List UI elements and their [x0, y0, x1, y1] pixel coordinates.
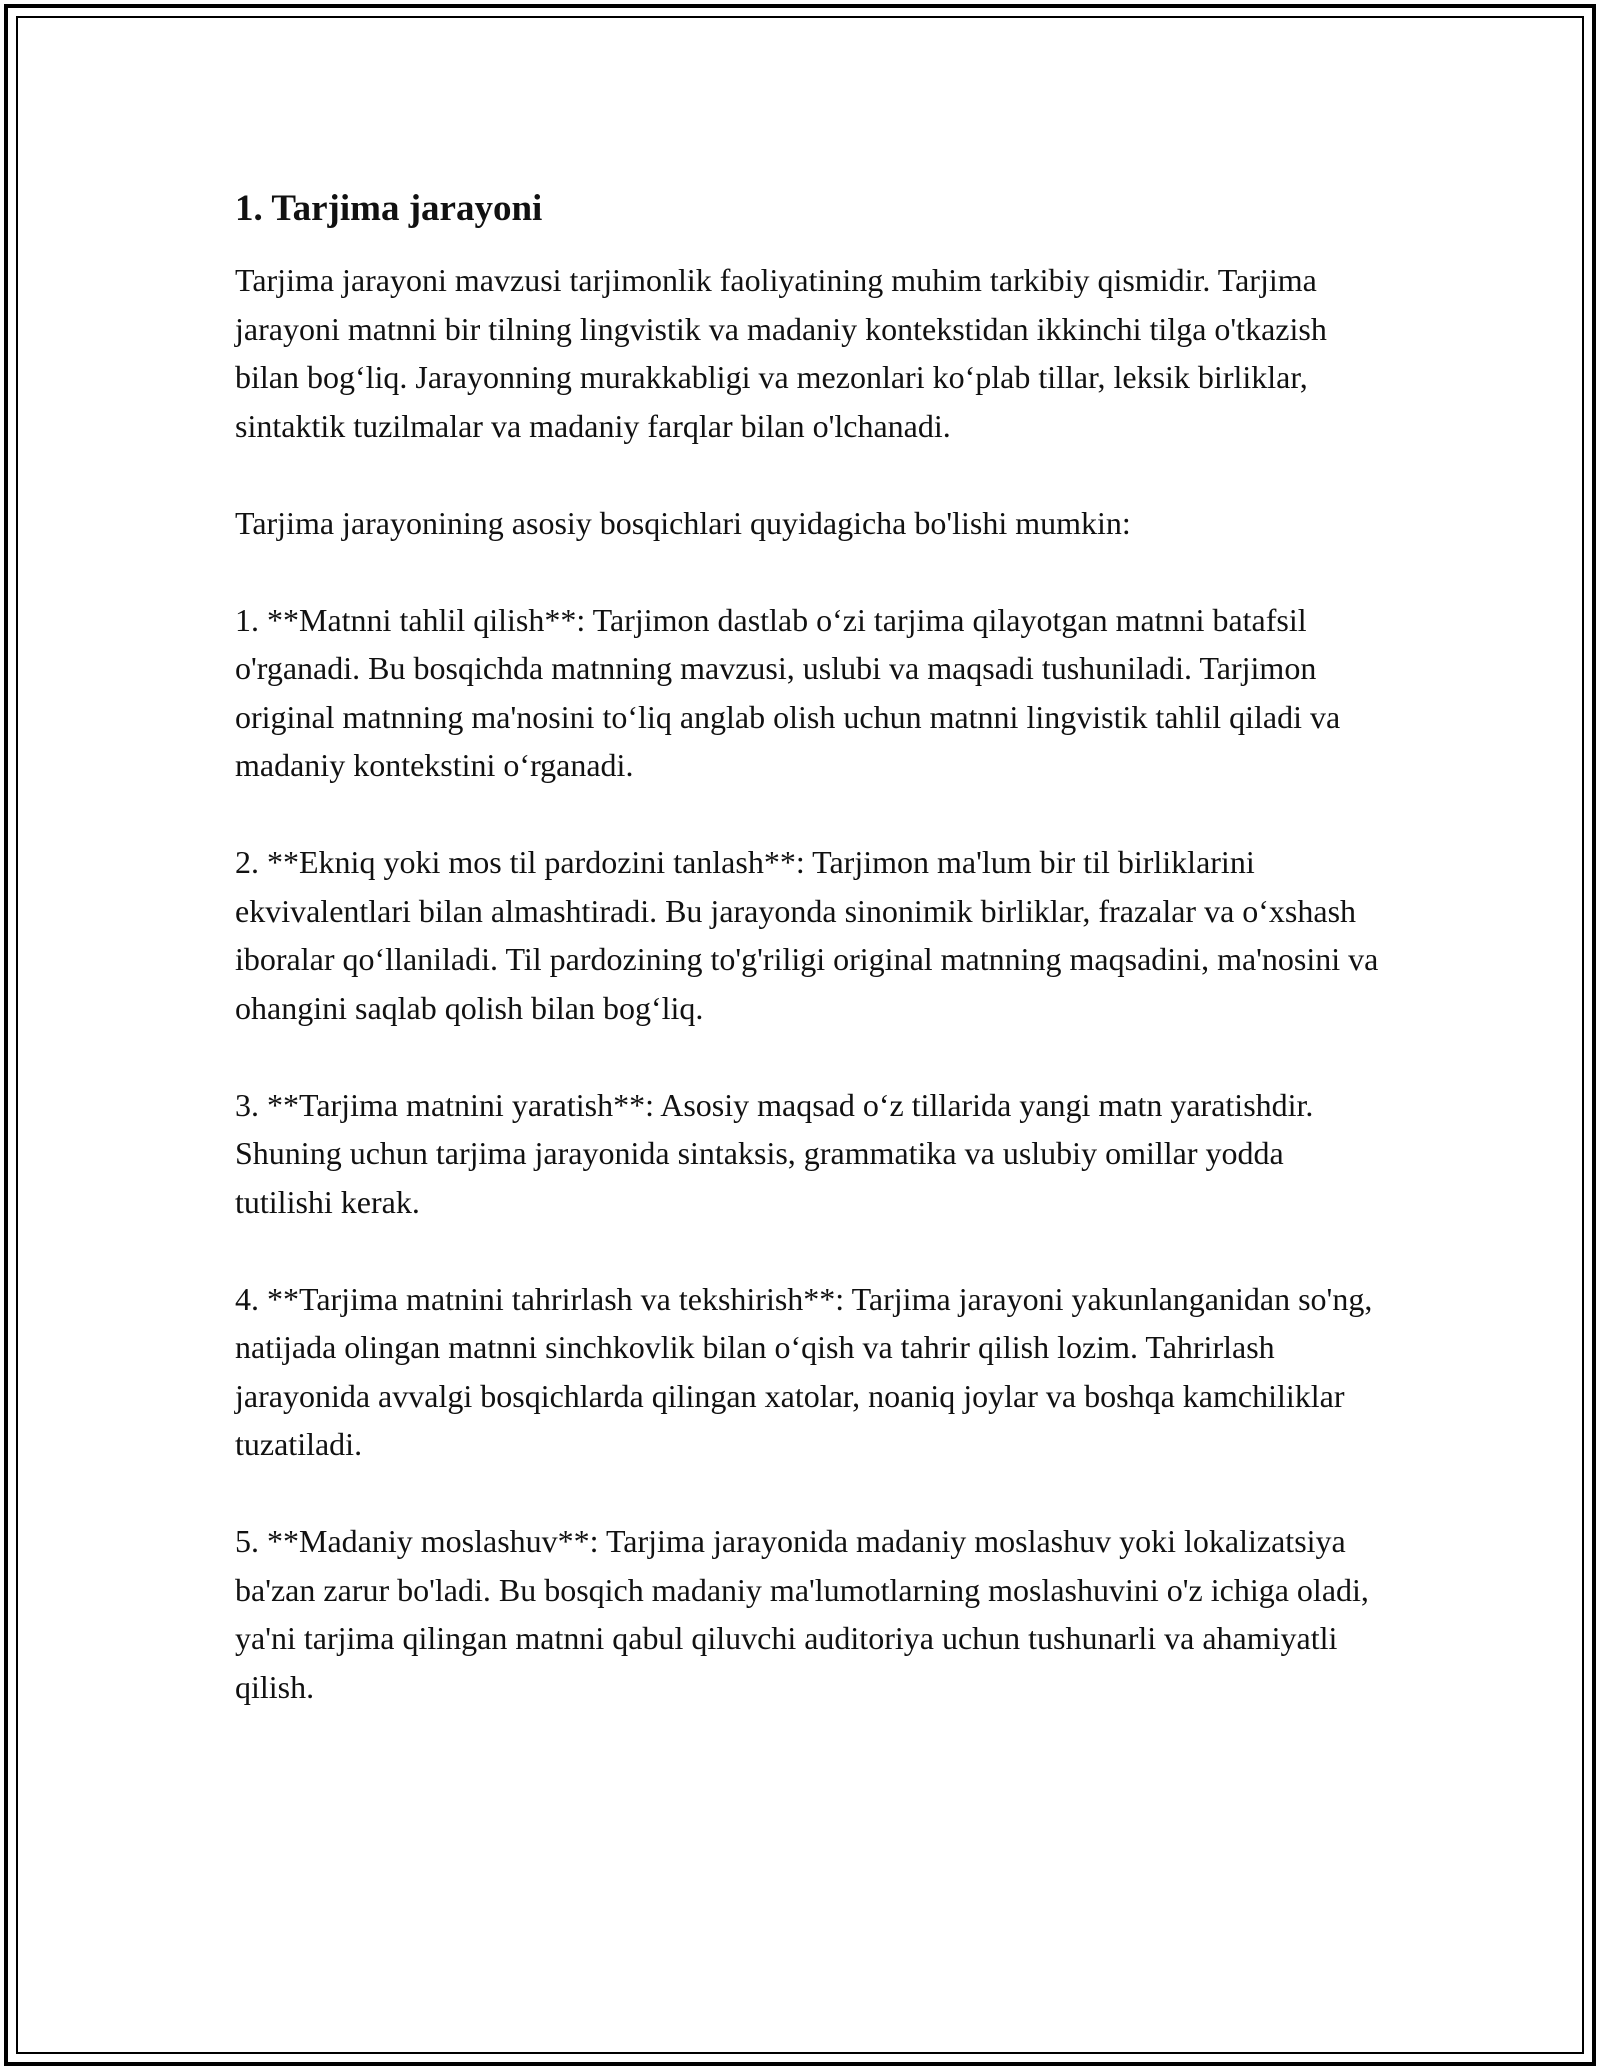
intro-paragraph: Tarjima jarayoni mavzusi tarjimonlik faoliyatining muhim tarkibiy qismidir. Tarjima jarayoni matnni bir tilning lingvistik va madaniy kontekstidan ikkinchi tilga o'tkazish bilan bog‘liq. Jarayonning murakkabligi va mezonlari ko‘plab tillar, leksik birliklar, sintaktik tuzilmalar va madaniy farqlar bilan o'lchanadi. — [235, 262, 1327, 444]
stages-intro-paragraph: Tarjima jarayonining asosiy bosqichlari quyidagicha bo'lishi mumkin: — [235, 504, 1131, 541]
stage-2-paragraph: 2. **Ekniq yoki mos til pardozini tanlash**: Tarjimon ma'lum bir til birliklarini ekvivalentlari bilan almashtiradi. Bu jarayonda sinonimik birliklar, frazalar va o‘xshash iboralar qo‘llaniladi. Til pardozining to'g'riligi original matnning maqsadini, ma'nosini va ohangini saqlab qolish bilan bog‘liq. — [235, 844, 1379, 1026]
section-heading: 1. Tarjima jarayoni — [235, 188, 543, 229]
stage-4-paragraph: 4. **Tarjima matnini tahrirlash va tekshirish**: Tarjima jarayoni yakunlanganidan so'ng, natijada olingan matnni sinchkovlik bilan o‘qish va tahrir qilish lozim. Tahrirlash jarayonida avvalgi bosqichlarda qilingan xatolar, noaniq joylar va boshqa kamchiliklar tuzatiladi. — [235, 1280, 1373, 1462]
document-body — [235, 184, 1385, 1760]
stage-1-paragraph: 1. **Matnni tahlil qilish**: Tarjimon dastlab o‘zi tarjima qilayotgan matnni batafsil o'rganadi. Bu bosqichda matnning mavzusi, uslubi va maqsadi tushuniladi. Tarjimon original matnning ma'nosini to‘liq anglab olish uchun matnni lingvistik tahlil qiladi va madaniy kontekstini o‘rganadi. — [235, 601, 1341, 783]
stage-3-paragraph: 3. **Tarjima matnini yaratish**: Asosiy maqsad o‘z tillarida yangi matn yaratishdir. Shuning uchun tarjima jarayonida sintaksis, grammatika va uslubiy omillar yodda tutilishi kerak. — [235, 1086, 1314, 1220]
stage-5-paragraph: 5. **Madaniy moslashuv**: Tarjima jarayonida madaniy moslashuv yoki lokalizatsiya ba'zan zarur bo'ladi. Bu bosqich madaniy ma'lumotlarning moslashuvini o'z ichiga oladi, ya'ni tarjima qilingan matnni qabul qiluvchi auditoriya uchun tushunarli va ahamiyatli qilish. — [235, 1523, 1369, 1705]
